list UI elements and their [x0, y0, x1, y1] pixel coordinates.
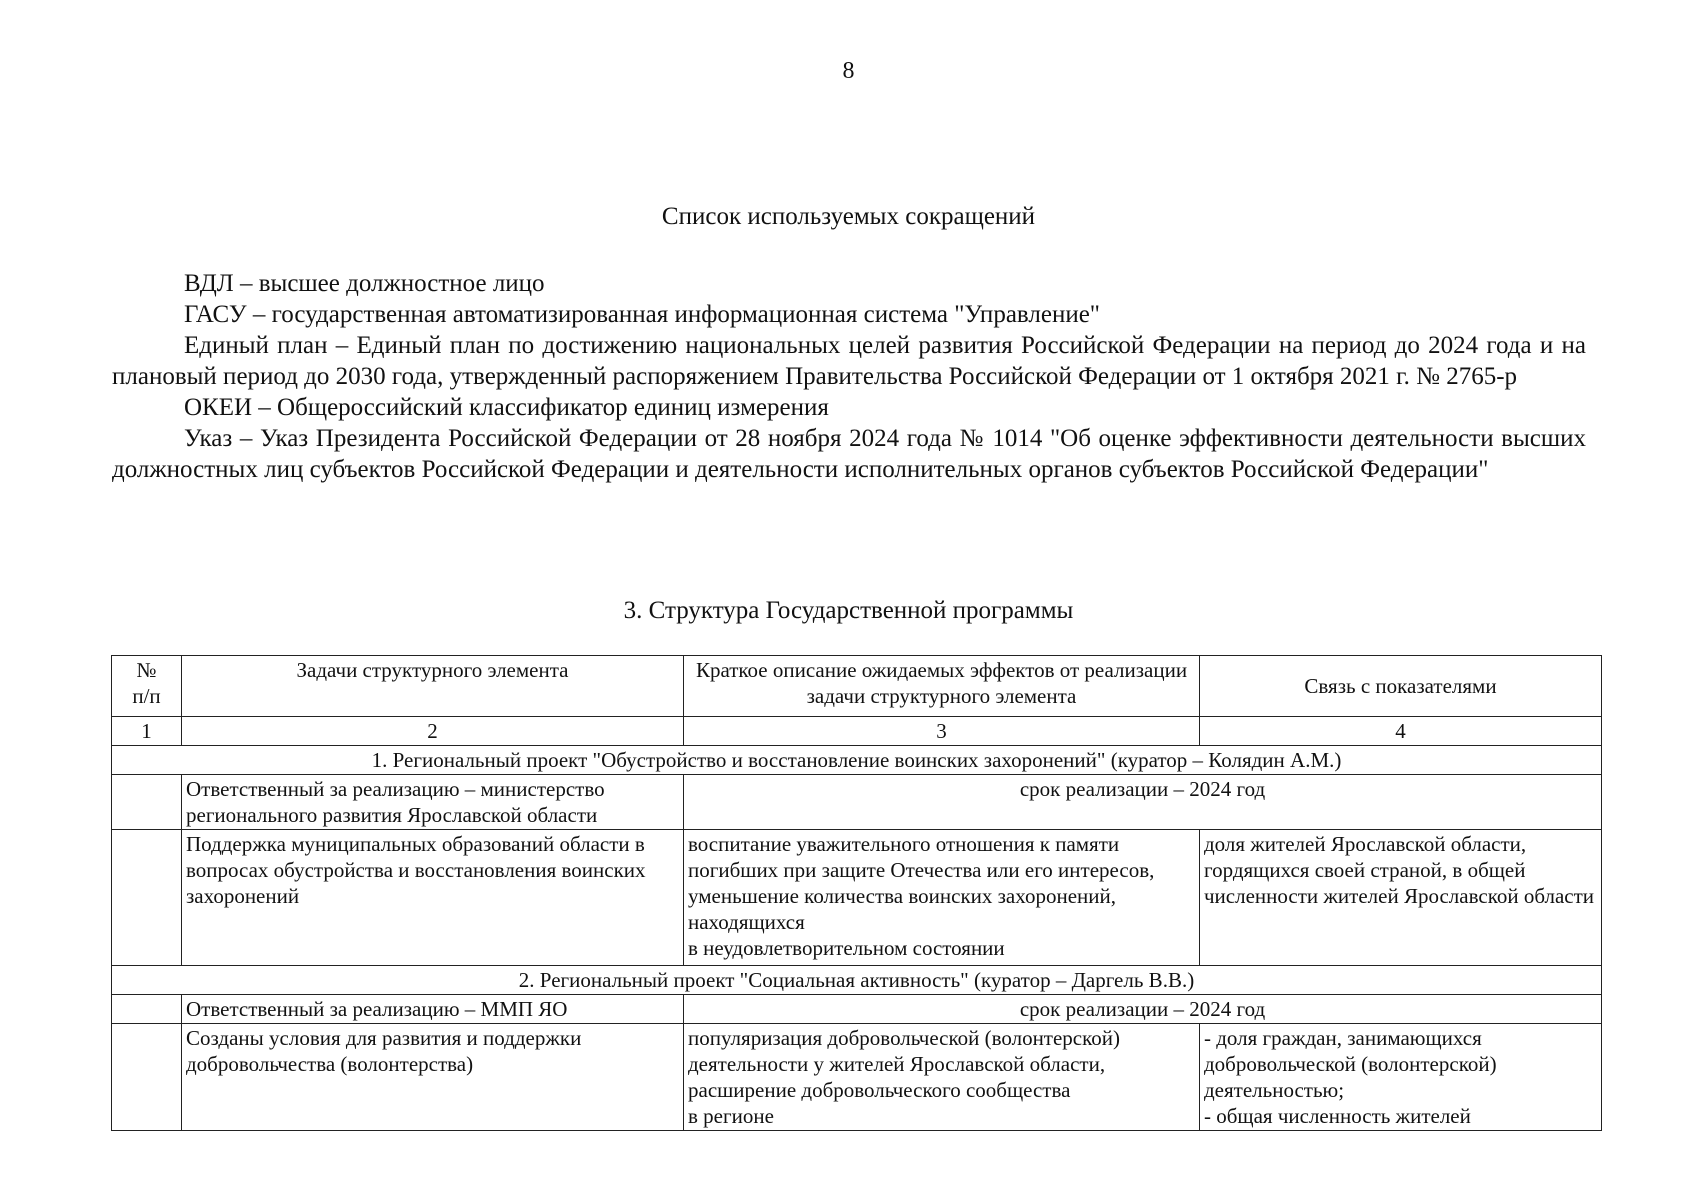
- indicator-link-cell: доля жителей Ярославской области, гордящихся своей страной, в общей численности жителей Ярославской области: [1200, 830, 1602, 966]
- empty-num-cell: [112, 1024, 182, 1131]
- structure-table: [111, 655, 1602, 1131]
- header-effect: Краткое описание ожидаемых эффектов от реализации задачи структурного элемента: [684, 656, 1200, 717]
- indicator-link-cell: - доля граждан, занимающихся добровольческой (волонтерской) деятельностью; - общая численность жителей: [1200, 1024, 1602, 1131]
- effect-cell: воспитание уважительного отношения к памяти погибших при защите Отечества или его интересов, уменьшение количества воинских захоронений, находящихся в неудовлетворительном состоянии: [684, 830, 1200, 966]
- task-cell: Созданы условия для развития и поддержки добровольчества (волонтерства): [182, 1024, 684, 1131]
- responsible-row: [112, 775, 1602, 830]
- responsible-cell: Ответственный за реализацию – ММП ЯО: [182, 995, 684, 1024]
- task-cell: Поддержка муниципальных образований области в вопросах обустройства и восстановления воинских захоронений: [182, 830, 684, 966]
- abbreviations-list: [112, 268, 1586, 485]
- empty-num-cell: [112, 995, 182, 1024]
- project-title-row: [112, 966, 1602, 995]
- term-cell: срок реализации – 2024 год: [684, 995, 1602, 1024]
- empty-num-cell: [112, 775, 182, 830]
- term-cell: срок реализации – 2024 год: [684, 775, 1602, 830]
- abbreviation-item: ГАСУ – государственная автоматизированная информационная система "Управление": [184, 301, 1101, 328]
- structure-title: 3. Структура Государственной программы: [623, 597, 1074, 624]
- header-num: № п/п: [112, 656, 182, 717]
- page-number: 8: [842, 58, 855, 84]
- abbreviation-item: ОКЕИ – Общероссийский классификатор единиц измерения: [184, 394, 829, 421]
- abbreviation-item: Единый план – Единый план по достижению национальных целей развития Российской Федерации на период до 2024 года и на плановый период до 2030 года, утвержденный распоряжением Правительства Российской Федерации от 1 октября 2021 г. № 2765-р: [112, 332, 1586, 390]
- header-link: Связь с показателями: [1200, 656, 1602, 717]
- column-number: 3: [684, 717, 1200, 746]
- abbreviations-title: Список используемых сокращений: [661, 203, 1036, 230]
- abbreviation-item: Указ – Указ Президента Российской Федерации от 28 ноября 2024 года № 1014 "Об оценке эффективности деятельности высших должностных лиц субъектов Российской Федерации и деятельности исполнительных органов субъектов Российской Федерации": [112, 425, 1586, 483]
- column-number: 1: [112, 717, 182, 746]
- column-number: 4: [1200, 717, 1602, 746]
- responsible-cell: Ответственный за реализацию – министерство регионального развития Ярославской области: [182, 775, 684, 830]
- task-row: [112, 1024, 1602, 1131]
- project-title-row: [112, 746, 1602, 775]
- empty-num-cell: [112, 830, 182, 966]
- column-number: 2: [182, 717, 684, 746]
- table-header-row: [112, 656, 1602, 717]
- column-number-row: [112, 717, 1602, 746]
- abbreviation-item: ВДЛ – высшее должностное лицо: [184, 270, 545, 297]
- header-task: Задачи структурного элемента: [182, 656, 684, 717]
- project-title: 1. Региональный проект "Обустройство и восстановление воинских захоронений" (куратор – Колядин А.М.): [112, 746, 1602, 775]
- effect-cell: популяризация добровольческой (волонтерской) деятельности у жителей Ярославской области, расширение добровольческого сообщества в регионе: [684, 1024, 1200, 1131]
- task-row: [112, 830, 1602, 966]
- project-title: 2. Региональный проект "Социальная активность" (куратор – Даргель В.В.): [112, 966, 1602, 995]
- responsible-row: [112, 995, 1602, 1024]
